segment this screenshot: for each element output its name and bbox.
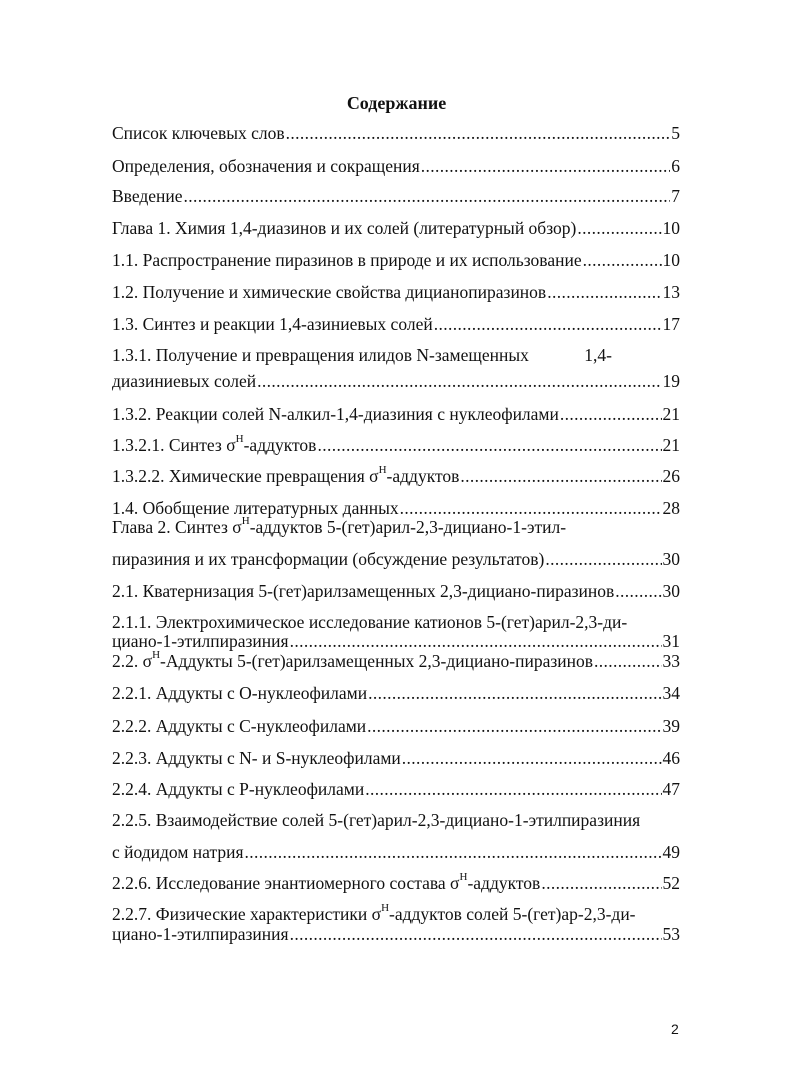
toc-entry[interactable] bbox=[112, 185, 680, 207]
toc-entry[interactable] bbox=[112, 682, 680, 704]
toc-label bbox=[112, 465, 459, 487]
toc-leader bbox=[583, 249, 662, 271]
toc-entry[interactable] bbox=[112, 872, 680, 894]
toc-leader bbox=[460, 465, 661, 487]
toc-label: 2.2.4. Аддукты с Р-нуклеофилами bbox=[112, 779, 365, 799]
toc-label-pre: 2.2.6. Исследование энантиомерного состава σ bbox=[112, 873, 460, 893]
toc-entry[interactable] bbox=[112, 778, 680, 800]
toc-label bbox=[112, 650, 593, 672]
toc-label: Введение bbox=[112, 186, 183, 206]
toc-entry[interactable] bbox=[112, 217, 680, 239]
toc-entry[interactable] bbox=[112, 747, 680, 769]
toc-entry[interactable] bbox=[112, 155, 680, 177]
toc-entry[interactable] bbox=[112, 122, 680, 144]
toc-label-post: -аддуктов солей 5-(гет)ар-2,3-ди- bbox=[389, 904, 636, 924]
toc-page: 49 bbox=[662, 842, 680, 862]
toc-entry[interactable] bbox=[112, 923, 680, 945]
toc-entry[interactable] bbox=[112, 650, 680, 672]
toc-label: 2.2.2. Аддукты с С-нуклеофилами bbox=[112, 716, 367, 736]
toc-entry-line1[interactable] bbox=[112, 516, 680, 538]
toc-label: 2.1. Кватернизация 5-(гет)арилзамещенных 2,3-дициано-пиразинов bbox=[112, 581, 615, 601]
toc-page: 17 bbox=[662, 314, 680, 334]
toc-page: 10 bbox=[662, 250, 680, 270]
toc-label: 1.3.2. Реакции солей N-алкил-1,4-диазиния с нуклеофилами bbox=[112, 404, 559, 424]
toc-leader bbox=[402, 747, 662, 769]
toc-leader bbox=[365, 778, 661, 800]
toc-leader bbox=[317, 434, 661, 456]
toc-leader bbox=[368, 682, 661, 704]
toc-leader bbox=[541, 872, 661, 894]
toc-entry[interactable] bbox=[112, 580, 680, 602]
toc-entry[interactable] bbox=[112, 281, 680, 303]
toc-label-sup: H bbox=[459, 871, 468, 884]
toc-label-post: -аддуктов bbox=[243, 435, 317, 455]
toc-entry[interactable] bbox=[112, 715, 680, 737]
toc-entry-line1[interactable] bbox=[112, 903, 680, 925]
toc-page: 19 bbox=[662, 371, 680, 391]
toc-entry[interactable] bbox=[112, 249, 680, 271]
toc-leader bbox=[184, 185, 671, 207]
toc-leader bbox=[547, 281, 661, 303]
toc-label-sup: H bbox=[381, 902, 390, 915]
toc-label: 1.1. Распространение пиразинов в природе и их использование bbox=[112, 250, 582, 270]
toc-label-pre: Глава 2. Синтез σ bbox=[112, 517, 242, 537]
toc-label: Определения, обозначения и сокращения bbox=[112, 156, 420, 176]
toc-leader bbox=[560, 403, 662, 425]
toc-label: циано-1-этилпиразиния bbox=[112, 631, 289, 651]
toc-page: 46 bbox=[662, 748, 680, 768]
toc-leader bbox=[545, 548, 661, 570]
toc-entry[interactable] bbox=[112, 434, 680, 456]
toc-label: диазиниевых солей bbox=[112, 371, 257, 391]
toc-entry-line1[interactable]: 2.1.1. Электрохимическое исследование катионов 5-(гет)арил-2,3-ди- bbox=[112, 612, 628, 632]
toc-leader bbox=[367, 715, 661, 737]
toc-leader bbox=[594, 650, 662, 672]
toc-entry[interactable] bbox=[112, 403, 680, 425]
toc-label: 1.3.1. Получение и превращения илидов N-замещенных bbox=[112, 345, 529, 365]
toc-entry[interactable] bbox=[112, 630, 680, 652]
page-title: Содержание bbox=[346, 93, 447, 113]
toc-page: 10 bbox=[662, 218, 680, 238]
toc-page: 53 bbox=[662, 924, 680, 944]
toc-page: 30 bbox=[662, 549, 680, 569]
toc-entry[interactable] bbox=[112, 313, 680, 335]
toc-page: 52 bbox=[662, 873, 680, 893]
toc-label-pre: 2.2. σ bbox=[112, 651, 153, 671]
toc-page: 7 bbox=[671, 186, 680, 206]
toc-leader bbox=[257, 370, 661, 392]
toc-page: 13 bbox=[662, 282, 680, 302]
toc-label: пиразиния и их трансформации (обсуждение результатов) bbox=[112, 549, 545, 569]
toc-label-post: -аддуктов 5-(гет)арил-2,3-дициано-1-этил- bbox=[249, 517, 567, 537]
toc-label: 1,4- bbox=[584, 345, 612, 365]
toc-leader bbox=[577, 217, 661, 239]
toc-label bbox=[112, 434, 316, 456]
toc-label-sup: H bbox=[241, 515, 250, 528]
toc-leader bbox=[290, 630, 662, 652]
toc-page: 21 bbox=[662, 435, 680, 455]
toc-entry[interactable] bbox=[112, 841, 680, 863]
toc-page: 6 bbox=[671, 156, 680, 176]
toc-label: Глава 1. Химия 1,4-диазинов и их солей (литературный обзор) bbox=[112, 218, 577, 238]
page-number: 2 bbox=[671, 1021, 679, 1037]
toc-page: 39 bbox=[662, 716, 680, 736]
toc-label: 1.2. Получение и химические свойства дицианопиразинов bbox=[112, 282, 547, 302]
toc-label-post: -аддуктов bbox=[386, 466, 460, 486]
toc-label-sup: H bbox=[152, 649, 161, 662]
toc-leader bbox=[434, 313, 662, 335]
toc-page: 47 bbox=[662, 779, 680, 799]
toc-label-post: -аддуктов bbox=[467, 873, 541, 893]
toc-leader bbox=[421, 155, 670, 177]
toc-page: 30 bbox=[662, 581, 680, 601]
toc-label-pre: 1.3.2.1. Синтез σ bbox=[112, 435, 236, 455]
toc-label: 2.2.1. Аддукты с О-нуклеофилами bbox=[112, 683, 368, 703]
toc-entry[interactable] bbox=[112, 370, 680, 392]
toc-label: 1.4. Обобщение литературных данных bbox=[112, 498, 399, 518]
toc-leader bbox=[615, 580, 661, 602]
toc-page: 31 bbox=[662, 631, 680, 651]
toc-entry[interactable] bbox=[112, 465, 680, 487]
toc-label: с йодидом натрия bbox=[112, 842, 244, 862]
toc-leader bbox=[290, 923, 662, 945]
toc-page: 34 bbox=[662, 683, 680, 703]
toc-label-pre: 1.3.2.2. Химические превращения σ bbox=[112, 466, 379, 486]
toc-label-sup: H bbox=[378, 464, 387, 477]
toc-label: 1.3. Синтез и реакции 1,4-азиниевых солей bbox=[112, 314, 433, 334]
toc-page: 26 bbox=[662, 466, 680, 486]
toc-page: 21 bbox=[662, 404, 680, 424]
toc-page: 28 bbox=[662, 498, 680, 518]
toc-page: 5 bbox=[671, 123, 680, 143]
toc-label: Список ключевых слов bbox=[112, 123, 285, 143]
toc-entry-line1[interactable]: 2.2.5. Взаимодействие солей 5-(гет)арил-2,3-дициано-1-этилпиразиния bbox=[112, 810, 641, 830]
toc-label: циано-1-этилпиразиния bbox=[112, 924, 289, 944]
toc-leader bbox=[245, 841, 662, 863]
toc-label-pre: 2.2.7. Физические характеристики σ bbox=[112, 904, 382, 924]
toc-entry[interactable] bbox=[112, 548, 680, 570]
toc-leader bbox=[286, 122, 671, 144]
toc-label-sup: H bbox=[235, 433, 244, 446]
toc-label bbox=[112, 872, 540, 894]
toc-label-post: -Аддукты 5-(гет)арилзамещенных 2,3-дициано-пиразинов bbox=[160, 651, 593, 671]
toc-label: 2.2.3. Аддукты с N- и S-нуклеофилами bbox=[112, 748, 401, 768]
toc-page: 33 bbox=[662, 651, 680, 671]
toc-entry-line1[interactable] bbox=[112, 344, 612, 366]
